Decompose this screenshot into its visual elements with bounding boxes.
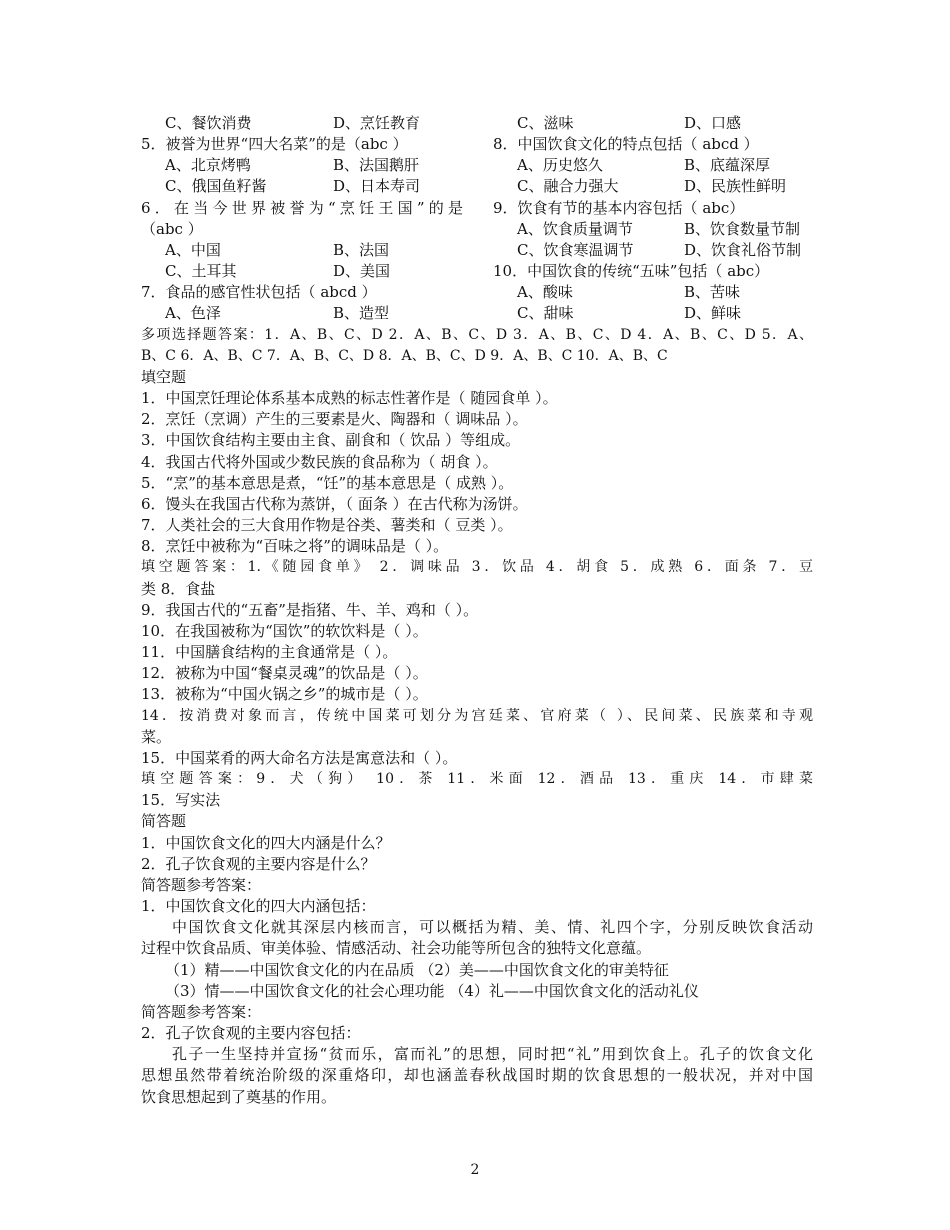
question-6-cont: （abc ） — [141, 220, 203, 238]
q6-option-d: D、美国 — [333, 262, 391, 280]
question-10: 10．中国饮食的传统“五味”包括（ abc） — [493, 262, 770, 280]
question-5: 5．被誉为世界“四大名菜”的是（abc ） — [141, 135, 408, 153]
short-answer-2-title: 2．孔子饮食观的主要内容包括： — [141, 1024, 361, 1042]
short-ref-heading: 简答题参考答案： — [141, 1003, 262, 1021]
fill-item: 13．被称为“中国火锅之乡”的城市是（ ）。 — [141, 685, 428, 703]
q7-option-c-right: C、滋味 — [517, 114, 574, 132]
fill-item: 3．中国饮食结构主要由主食、副食和（ 饮品 ）等组成。 — [141, 431, 521, 449]
q8-option-d: D、民族性鲜明 — [684, 177, 787, 195]
fill-item: 11．中国膳食结构的主食通常是（ ）。 — [141, 643, 398, 661]
q10-option-b: B、苦味 — [684, 283, 741, 301]
fill-item: 1．中国烹饪理论体系基本成熟的标志性著作是（ 随园食单 ）。 — [141, 389, 558, 407]
q5-option-c: C、俄国鱼籽酱 — [165, 177, 267, 195]
fill-heading: 填空题 — [141, 368, 187, 386]
question-7: 7．食品的感官性状包括（ abcd ） — [141, 283, 377, 301]
q5-option-a: A、北京烤鸭 — [165, 156, 251, 174]
short-ref-heading: 简答题参考答案： — [141, 876, 262, 894]
q7-option-a: A、色泽 — [165, 304, 221, 322]
q9-option-a: A、饮食质量调节 — [517, 220, 633, 238]
short-question-2: 2．孔子饮食观的主要内容是什么？ — [141, 855, 376, 873]
question-9: 9．饮食有节的基本内容包括（ abc） — [493, 199, 745, 217]
short-question-1: 1．中国饮食文化的四大内涵是什么？ — [141, 834, 391, 852]
fill-answers2-line2: 15．写实法 — [141, 791, 221, 809]
q10-option-c: C、甜味 — [517, 304, 574, 322]
short-answer-1-para-cont: 过程中饮食品质、审美体验、情感活动、社会功能等所包含的独特文化意蕴。 — [141, 939, 652, 957]
q4-option-d: D、烹饪教育 — [333, 114, 421, 132]
page-number: 2 — [470, 1162, 480, 1178]
q9-option-c: C、饮食寒温调节 — [517, 241, 634, 259]
question-6: 6．在当今世界被誉为“烹饪王国”的是 — [141, 199, 463, 217]
short-answer-1-list: （1）精——中国饮食文化的内在品质 （2）美——中国饮食文化的审美特征 — [165, 961, 669, 979]
mc-answers-line1: 多项选择题答案：1．A、B、C、D 2．A、B、C、D 3．A、B、C、D 4．A、B、C、D 5．A、 — [141, 327, 813, 343]
q6-option-a: A、中国 — [165, 241, 221, 259]
fill-answers-line1: 填空题答案：1.《随园食单》 2．调味品 3．饮品 4．胡食 5．成熟 6．面条 7．豆 — [141, 559, 813, 575]
fill-answers2-line1: 填空题答案：9．犬（狗） 10．茶 11．米面 12．酒品 13．重庆 14．市肆菜 — [141, 771, 813, 787]
fill-answers-line2: 类 8．食盐 — [141, 580, 216, 598]
short-answer-1-para: 中国饮食文化就其深层内核而言，可以概括为精、美、情、礼四个字，分别反映饮食活动 — [172, 918, 813, 936]
mc-answers-line2: B、C 6．A、B、C 7．A、B、C、D 8．A、B、C、D 9．A、B、C 10．A、B、C — [141, 348, 668, 364]
fill-item-15: 15．中国菜肴的两大命名方法是寓意法和（ ）。 — [141, 749, 458, 767]
q7-option-d-right: D、口感 — [684, 114, 742, 132]
short-answer-1-list: （3）情——中国饮食文化的社会心理功能 （4）礼——中国饮食文化的活动礼仪 — [165, 982, 699, 1000]
q9-option-b: B、饮食数量节制 — [684, 220, 801, 238]
q8-option-c: C、融合力强大 — [517, 177, 619, 195]
fill-item: 9．我国古代的“五畜”是指猪、牛、羊、鸡和（ ）。 — [141, 601, 479, 619]
q10-option-d: D、鲜味 — [684, 304, 742, 322]
fill-item-14: 14．按消费对象而言，传统中国菜可划分为宫廷菜、官府菜（ ）、民间菜、民族菜和寺观 — [141, 708, 813, 724]
q4-option-c: C、餐饮消费 — [165, 114, 252, 132]
question-8: 8．中国饮食文化的特点包括（ abcd ） — [493, 135, 759, 153]
fill-item: 12．被称为中国“餐桌灵魂”的饮品是（ ）。 — [141, 664, 428, 682]
q5-option-d: D、日本寿司 — [333, 177, 421, 195]
q6-option-b: B、法国 — [333, 241, 390, 259]
q10-option-a: A、酸味 — [517, 283, 573, 301]
fill-item: 10．在我国被称为“国饮”的软饮料是（ ）。 — [141, 622, 428, 640]
fill-item: 4．我国古代将外国或少数民族的食品称为（ 胡食 ）。 — [141, 453, 498, 471]
fill-item: 6．馒头在我国古代称为蒸饼，（ 面条 ）在古代称为汤饼。 — [141, 495, 528, 513]
fill-item: 7．人类社会的三大食用作物是谷类、薯类和（ 豆类 ）。 — [141, 516, 513, 534]
fill-item-14-cont: 菜。 — [141, 728, 172, 746]
short-heading: 简答题 — [141, 812, 187, 830]
short-answer-2-para: 孔子一生坚持并宣扬“贫而乐，富而礼”的思想，同时把“礼”用到饮食上。孔子的饮食文化 — [172, 1045, 813, 1063]
short-answer-2-para-cont: 思想虽然带着统治阶级的深重烙印，却也涵盖春秋战国时期的饮食思想的一般状况，并对中国 — [141, 1066, 813, 1084]
q9-option-d: D、饮食礼俗节制 — [684, 241, 802, 259]
q5-option-b: B、法国鹅肝 — [333, 156, 420, 174]
fill-item: 8．烹饪中被称为“百味之将”的调味品是（ ）。 — [141, 537, 449, 555]
fill-item: 2．烹饪（烹调）产生的三要素是火、陶器和（ 调味品 ）。 — [141, 410, 528, 428]
q8-option-a: A、历史悠久 — [517, 156, 603, 174]
q6-option-c: C、土耳其 — [165, 262, 237, 280]
short-answer-1-title: 1．中国饮食文化的四大内涵包括： — [141, 897, 376, 915]
short-answer-2-para-end: 饮食思想起到了奠基的作用。 — [141, 1088, 337, 1106]
fill-item: 5．“烹”的基本意思是煮，“饪”的基本意思是（ 成熟 ）。 — [141, 474, 514, 492]
q8-option-b: B、底蕴深厚 — [684, 156, 771, 174]
q7-option-b: B、造型 — [333, 304, 390, 322]
